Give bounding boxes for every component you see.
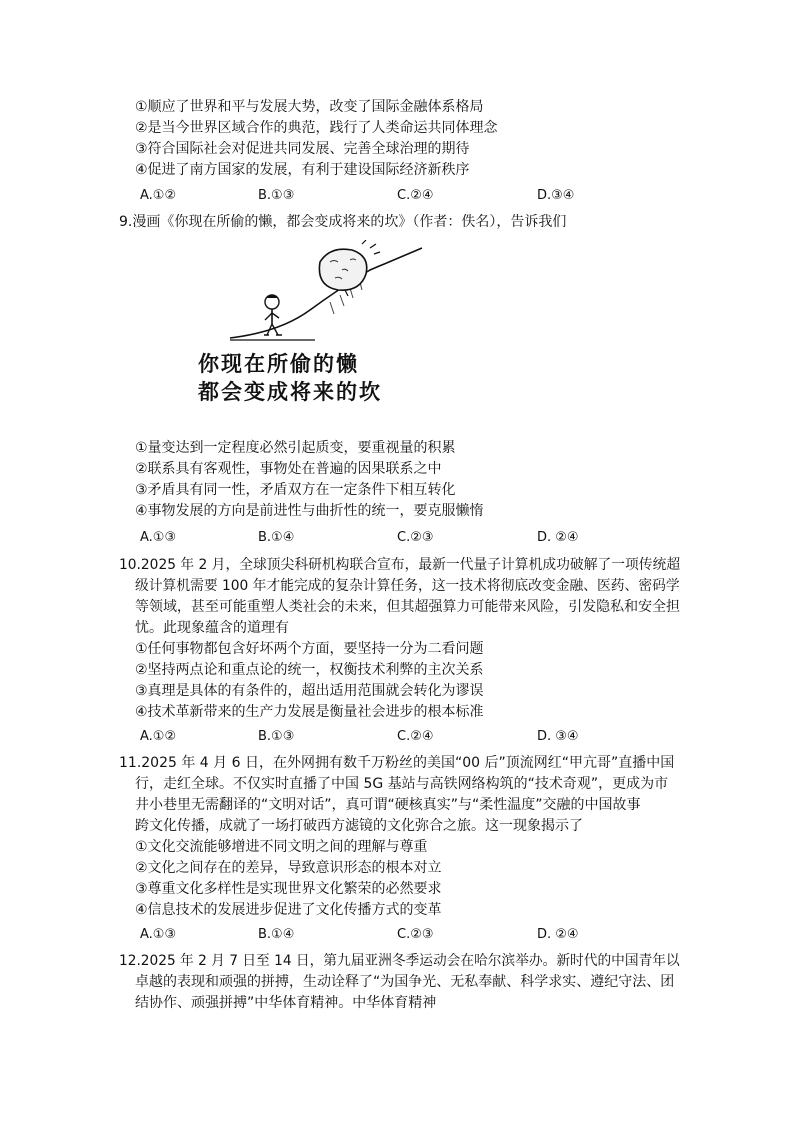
q11-option-d[interactable]: D. ②④: [537, 927, 579, 942]
q11-option-b[interactable]: B.①④: [258, 927, 295, 942]
q8-statement-2: ②是当今世界区域合作的典范，践行了人类命运共同体理念: [135, 120, 498, 136]
q10-option-a[interactable]: A.①②: [140, 729, 177, 744]
q10-statement-4: ④技术革新带来的生产力发展是衡量社会进步的根本标准: [135, 704, 484, 720]
q8-option-c[interactable]: C.②④: [397, 188, 434, 203]
q10-statement-1: ①任何事物都包含好坏两个方面，要坚持一分为二看问题: [135, 641, 484, 657]
q9-stem: 9.漫画《你现在所偷的懒，都会变成将来的坎》（作者：佚名），告诉我们: [119, 214, 567, 230]
q10-option-c[interactable]: C.②④: [397, 729, 434, 744]
q10-option-b[interactable]: B.①③: [258, 729, 295, 744]
q9-statement-1: ①量变达到一定程度必然引起质变，要重视量的积累: [135, 440, 456, 456]
q8-option-b[interactable]: B.①③: [258, 188, 295, 203]
q8-option-a[interactable]: A.①②: [140, 188, 177, 203]
q8-option-d[interactable]: D.③④: [537, 188, 575, 203]
q10-stem-line-4: 忧。此现象蕴含的道理有: [135, 620, 289, 636]
q11-statement-4: ④信息技术的发展进步促进了文化传播方式的变革: [135, 902, 442, 918]
q9-option-c[interactable]: C.②③: [397, 530, 434, 545]
q8-statement-4: ④促进了南方国家的发展，有利于建设国际经济新秩序: [135, 162, 470, 178]
q10-statement-3: ③真理是具体的有条件的，超出适用范围就会转化为谬误: [135, 683, 484, 699]
q8-statement-1: ①顺应了世界和平与发展大势，改变了国际金融体系格局: [135, 99, 484, 115]
q9-statement-3: ③矛盾具有同一性，矛盾双方在一定条件下相互转化: [135, 482, 456, 498]
q11-stem-line-1: 11.2025 年 4 月 6 日，在外网拥有数千万粉丝的美国“00 后”顶流网红“甲亢哥”直播中国: [119, 755, 675, 771]
q9-option-d[interactable]: D. ②④: [537, 530, 579, 545]
q11-stem-line-2: 行，走红全球。不仅实时直播了中国 5G 基站与高铁网络构筑的“技术奇观”，更成为市: [135, 776, 669, 792]
q10-option-d[interactable]: D. ③④: [537, 729, 579, 744]
q11-option-c[interactable]: C.②③: [397, 927, 434, 942]
q9-option-a[interactable]: A.①③: [140, 530, 177, 545]
q10-stem-line-2: 级计算机需要 100 年才能完成的复杂计算任务，这一技术将彻底改变金融、医药、密码学: [135, 578, 680, 594]
comic-drawing: [190, 240, 440, 350]
q10-statement-2: ②坚持两点论和重点论的统一，权衡技术利弊的主次关系: [135, 662, 484, 678]
q9-statement-2: ②联系具有客观性，事物处在普遍的因果联系之中: [135, 461, 442, 477]
q11-statement-3: ③尊重文化多样性是实现世界文化繁荣的必然要求: [135, 881, 442, 897]
q12-stem-line-1: 12.2025 年 2 月 7 日至 14 日，第九届亚洲冬季运动会在哈尔滨举办。新时代的中国青年以: [119, 953, 680, 969]
q9-option-b[interactable]: B.①④: [258, 530, 295, 545]
q11-option-a[interactable]: A.①③: [140, 927, 177, 942]
q9-statement-4: ④事物发展的方向是前进性与曲折性的统一，要克服懒惰: [135, 503, 484, 519]
q11-statement-1: ①文化交流能够增进不同文明之间的理解与尊重: [135, 839, 428, 855]
q10-stem-line-1: 10.2025 年 2 月，全球顶尖科研机构联合宣布，最新一代量子计算机成功破解了一项传统超: [119, 557, 681, 573]
q11-stem-line-3: 井小巷里无需翻译的“文明对话”，真可谓“硬核真实”与“柔性温度”交融的中国故事: [135, 797, 641, 813]
comic-caption-line-2: 都会变成将来的坎: [198, 380, 382, 404]
q11-statement-2: ②文化之间存在的差异，导致意识形态的根本对立: [135, 860, 442, 876]
q12-stem-line-2: 卓越的表现和顽强的拼搏，生动诠释了“为国争光、无私奉献、科学求实、遵纪守法、团: [135, 974, 675, 990]
q9-comic-illustration: [190, 240, 440, 410]
q12-stem-line-3: 结协作、顽强拼搏”中华体育精神。中华体育精神: [135, 995, 437, 1011]
q11-stem-line-4: 跨文化传播，成就了一场打破西方滤镜的文化弥合之旅。这一现象揭示了: [135, 818, 583, 834]
comic-caption-line-1: 你现在所偷的懒: [198, 352, 359, 376]
q10-stem-line-3: 等领域，甚至可能重塑人类社会的未来，但其超强算力可能带来风险，引发隐私和安全担: [135, 599, 681, 615]
q8-statement-3: ③符合国际社会对促进共同发展、完善全球治理的期待: [135, 141, 470, 157]
